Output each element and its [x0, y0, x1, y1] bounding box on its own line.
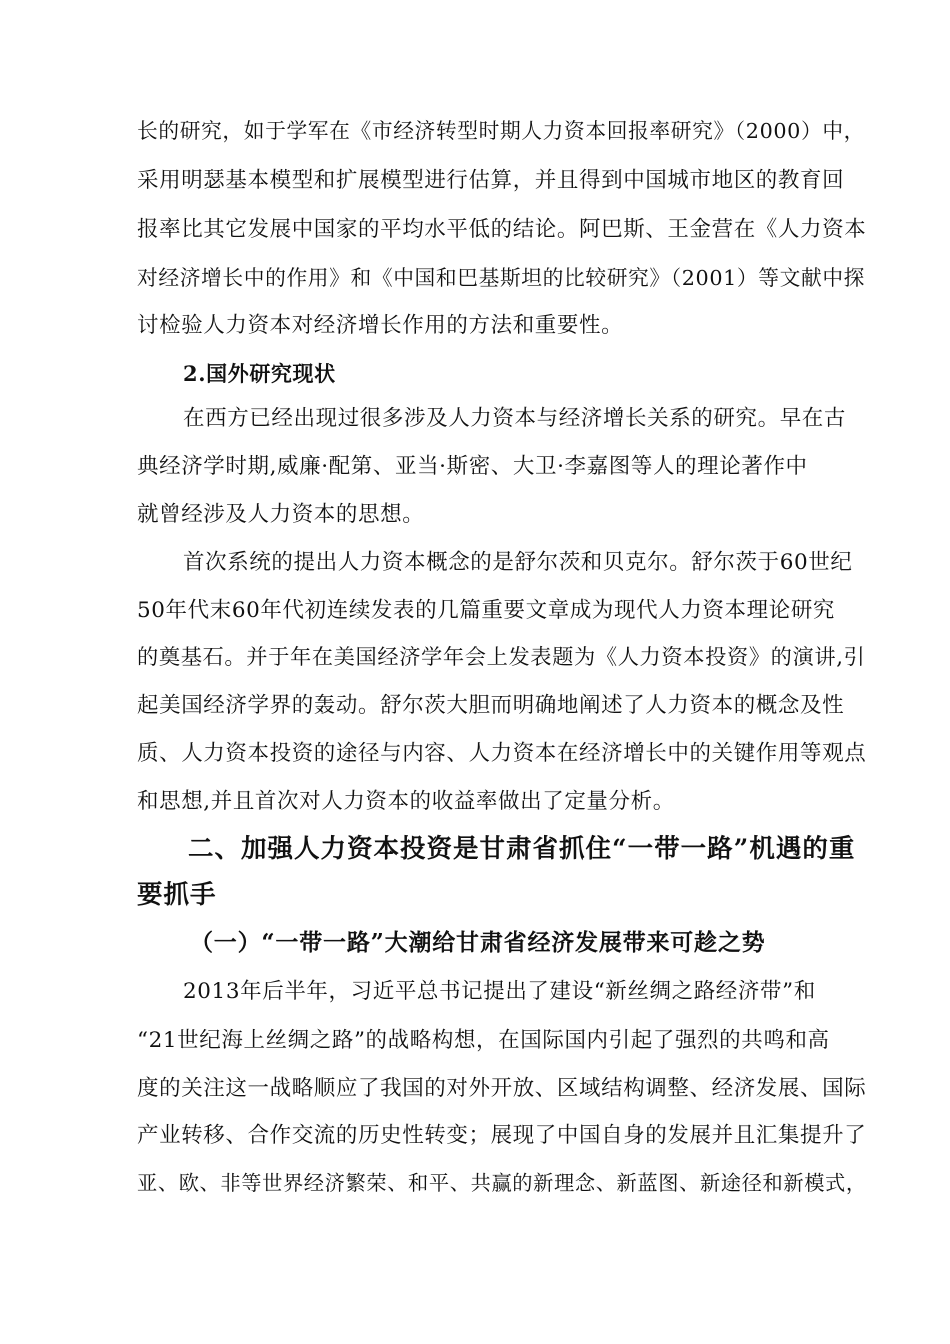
- body-text-line: 度的关注这一战略顺应了我国的对外开放、区域结构调整、经济发展、国际: [137, 1076, 867, 1101]
- body-text-line: 50年代末60年代初连续发表的几篇重要文章成为现代人力资本理论研究: [137, 598, 836, 623]
- body-text-line: 质、人力资本投资的途径与内容、人力资本在经济增长中的关键作用等观点: [137, 741, 867, 766]
- body-text-line: 在西方已经出现过很多涉及人力资本与经济增长关系的研究。早在古: [183, 406, 847, 431]
- body-text-line: 报率比其它发展中国家的平均水平低的结论。阿巴斯、王金营在《人力资本: [137, 217, 867, 242]
- body-text-line: 采用明瑟基本模型和扩展模型进行估算，并且得到中国城市地区的教育回: [137, 168, 845, 193]
- body-text-line: 产业转移、合作交流的历史性转变；展现了中国自身的发展并且汇集提升了: [137, 1123, 867, 1148]
- body-text-line: 对经济增长中的作用》和《中国和巴基斯坦的比较研究》（2001）等文献中探: [137, 266, 866, 290]
- subheading-foreign-research: 2.国外研究现状: [183, 361, 336, 386]
- body-text-line: 起美国经济学界的轰动。舒尔茨大胆而明确地阐述了人力资本的概念及性: [137, 693, 845, 718]
- body-text-line: 和思想,并且首次对人力资本的收益率做出了定量分析。: [137, 789, 675, 814]
- section-heading-continued: 要抓手: [137, 880, 217, 910]
- body-text-line: 的奠基石。并于年在美国经济学年会上发表题为《人力资本投资》的演讲,引: [137, 645, 866, 670]
- body-text-line: 2013年后半年，习近平总书记提出了建设“新丝绸之路经济带”和: [183, 979, 816, 1004]
- body-text-line: 亚、欧、非等世界经济繁荣、和平、共赢的新理念、新蓝图、新途径和新模式，: [137, 1171, 867, 1195]
- body-text-line: 就曾经涉及人力资本的思想。: [137, 502, 425, 527]
- body-text-line: 讨检验人力资本对经济增长作用的方法和重要性。: [137, 313, 624, 338]
- body-text-line: 长的研究，如于学军在《市经济转型时期人力资本回报率研究》（2000）中，: [137, 119, 866, 143]
- body-text-line: 典经济学时期,威廉·配第、亚当·斯密、大卫·李嘉图等人的理论著作中: [137, 454, 808, 479]
- body-text-line: “21世纪海上丝绸之路”的战略构想，在国际国内引起了强烈的共鸣和高: [137, 1028, 830, 1053]
- body-text-line: 首次系统的提出人力资本概念的是舒尔茨和贝克尔。舒尔茨于60世纪: [183, 550, 853, 575]
- subsection-heading: （一）“一带一路”大潮给甘肃省经济发展带来可趁之势: [190, 929, 766, 956]
- section-heading: 二、加强人力资本投资是甘肃省抓住“一带一路”机遇的重: [188, 834, 856, 864]
